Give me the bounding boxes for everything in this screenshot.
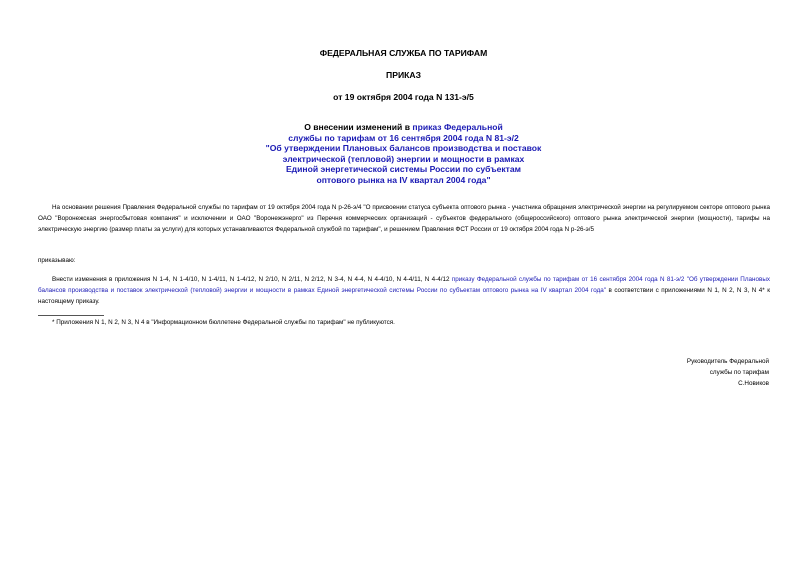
preamble-text: На основании решения Правления Федеральной службы по тарифам от 19 октября 2004 года N р-26-э/4 "О присвоении статуса субъекта оптового рынка - участника обращения электрической энергии на регулируемом секторе оптового рынка ОАО "Воронежская энергосбытовая компания" и исключении и ОАО "Воронежэнерго" из Перечня коммерческих организаций - субъектов федерального (общероссийского) оптового рынка электрической энергии (мощности), тарифы на электрическую энергию (размер платы за услуги) для которых устанавливаются Федеральной службой по тарифам", и решением Правления ФСТ России от 19 октября 2004 года N р-26-э/5: [38, 204, 770, 233]
title-line-5[interactable]: Единой энергетической системы России по субъектам: [285, 164, 522, 174]
signature-name: С.Новиков: [738, 380, 769, 387]
title-line-3[interactable]: "Об утверждении Плановых балансов производства и поставок: [265, 143, 542, 153]
title-line-1: [0, 122, 807, 133]
order-text-prefix: Внести изменения в приложения N 1-4, N 1-4/10, N 1-4/11, N 1-4/12, N 2/10, N 2/11, N 2/12, N 3-4, N 4-4, N 4-4/10, N 4-4/11, N 4-4/12: [52, 276, 452, 283]
title-line-2[interactable]: службы по тарифам от 16 сентября 2004 года N 81-э/2: [288, 132, 519, 143]
footnote-text: * Приложения N 1, N 2, N 3, N 4 в "Информационном бюллетене Федеральной службы по тарифам" не публикуются.: [52, 319, 395, 326]
title-line-4[interactable]: электрической (тепловой) энергии и мощности в рамках: [282, 153, 525, 164]
order-reference-link[interactable]: приказу Федеральной службы по тарифам от 16 сентября 2004 года N 81-э/2 "Об утверждении Плановых балансов производства и поставок электрической (тепловой) энергии и мощности в рамках Единой энергетической системы России по субъектам оптового рынка на IV квартал 2004 года": [38, 276, 770, 294]
preamble-paragraph: [38, 203, 770, 236]
title-prefix: О внесении изменений в: [304, 122, 413, 132]
doc-type-heading: ПРИКАЗ: [386, 70, 421, 80]
footnote-divider: [38, 315, 104, 316]
signature-position-line2: службы по тарифам: [709, 369, 769, 376]
order-text-suffix: в соответствии с приложениями N 1, N 2, N 3, N 4* к настоящему приказу.: [38, 286, 770, 305]
doc-date-number: от 19 октября 2004 года N 131-э/5: [333, 92, 474, 102]
signature-position-line1: Руководитель Федеральной: [686, 358, 769, 365]
title-line-6[interactable]: оптового рынка на IV квартал 2004 года": [316, 174, 491, 185]
order-paragraph: [38, 275, 770, 308]
signature-block: [687, 356, 769, 389]
agency-heading: ФЕДЕРАЛЬНАЯ СЛУЖБА ПО ТАРИФАМ: [319, 48, 488, 58]
document-title: [0, 122, 807, 185]
order-word: приказываю:: [38, 257, 76, 264]
title-link-order[interactable]: приказ Федеральной: [412, 122, 503, 132]
